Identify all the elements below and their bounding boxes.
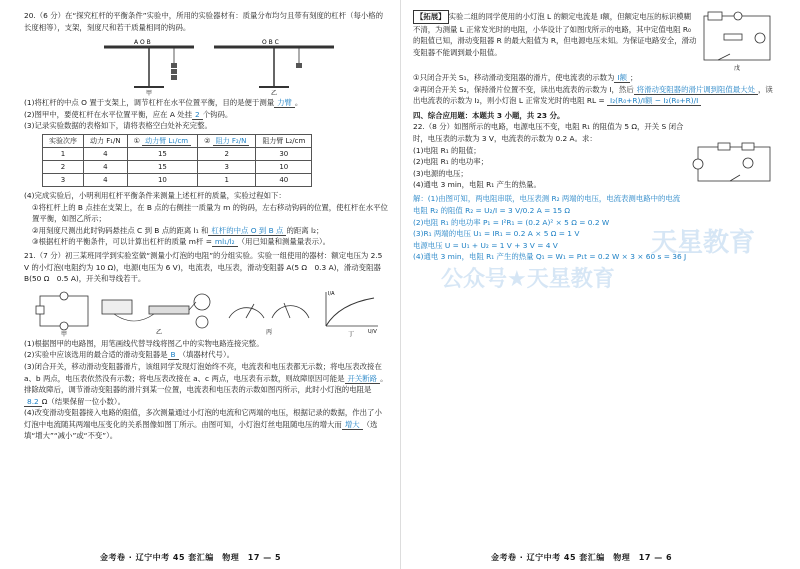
solution-line: 电源电压 U = U₁ + U₂ = 1 V + 3 V = 4 V <box>413 240 558 250</box>
svg-text:丁: 丁 <box>348 330 355 338</box>
solution-line: 解：(1)由图可知，两电阻串联，电压表测 R₂ 两端的电压，电流表测电路中的电流 <box>413 194 681 204</box>
watermark-logo: 天星教育 <box>651 228 756 258</box>
circuit-diagram-q22 <box>690 139 776 191</box>
svg-text:戊: 戊 <box>734 65 741 72</box>
extension-block <box>413 10 776 72</box>
q20-part1: (1)将杠杆的中点 O 置于支架上，调节杠杆在水平位置平衡，目的是便于测量 力臂 。 <box>24 98 303 108</box>
q22-item: (4)通电 3 min，电阻 R₁ 产生的热量。 <box>413 180 541 190</box>
table-row: 2 4 15 3 10 <box>43 160 312 173</box>
q20-part2: (2)图甲中，要使杠杆在水平位置平衡，应在 A 处挂 2 个钩码。 <box>24 109 233 119</box>
q20-part4-step3: ③根据杠杆的平衡条件，可以计算出杠杆的质量 m杆 = ml₁/l₂ （用已知量和测量量表示）。 <box>32 237 331 247</box>
q20-stem: 20.（6 分）在“探究杠杆的平衡条件”实验中，所用的实验器材有：质量分布均匀且带有刻度的杠杆（每小格的长度相等），支架，刻度尺和若干质量相同的钩码。 <box>24 11 384 32</box>
q20-part4-step1: ①将杠杆上的 B 点挂在支架上，在 B 点的右侧挂一质量为 m 的钩码，左右移动钩码的位置，使杠杆在水平位置平衡，如图乙所示； <box>32 202 388 224</box>
q22-stem: 22.（8 分）如图所示的电路，电源电压不变，电阻 R₁ 的阻值为 5 Ω，开关 S 闭合时，电压表的示数为 3 V，电流表的示数为 0.2 A。求： <box>413 122 684 143</box>
svg-text:甲: 甲 <box>61 330 68 338</box>
svg-text:I/A: I/A <box>328 290 335 297</box>
iu-graph-ding <box>314 288 384 338</box>
q22-solution <box>413 193 776 263</box>
extension-tag: 【拓展】 <box>413 10 449 24</box>
section-four-heading: 四、综合应用题：本题共 3 小题，共 23 分。 <box>413 110 565 120</box>
fig-a-label: 甲 <box>146 90 153 98</box>
q22-item: (1)电阻 R₁ 的阻值； <box>413 145 481 155</box>
solution-line: (4)通电 3 min，电阻 R₁ 产生的热量 Q₁ = W₁ = P₁t = 0.2 W × 3 × 60 s = 36 J <box>413 252 687 262</box>
experiment-table: 实验次序 动力 F₁/N ① 动力臂 L₁/cm ② 阻力 F₂/N 阻力臂 L₂/cm 1 4 15 2 30 2 4 15 3 10 3 4 10 1 40 <box>42 134 312 187</box>
lever-figure-a <box>94 37 204 97</box>
q22-item: (2)电阻 R₁ 的电功率； <box>413 157 489 167</box>
circuit-diagram-jia <box>34 288 94 338</box>
extension-text: 实验二组的同学使用的小灯泡 L 的额定电流是 I额，但额定电压的标识模糊不清，为测量 L 正常发光时的电阻，小华设计了如图戊所示的电路，其中定值电阻 R₀ 的阻值已知，滑动变阻器 R 的最大阻值为 R，但电源电压未知。为保证电路安全，滑动变阻器不能调到最小阻值。 <box>413 12 697 57</box>
q20-part4: (4)完成实验后，小明利用杠杆平衡条件来测量上述杠杆的质量，实验过程如下： <box>24 190 286 200</box>
q21-stem: 21.（7 分）初三某班同学到实验室做“测量小灯泡的电阻”的分组实验。实验一组使用的器材：额定电压为 2.5 V 的小灯泡(电阻约为 10 Ω)，电源(电压为 6 V)，电流表，电压表，滑动变阻器 A(5 Ω 0.3 A)，滑动变阻器 B(50 Ω 0.5 A)，开关和导线若干。 <box>24 250 383 284</box>
left-footer: 金考卷 · 辽宁中考 45 套汇编 物理 17 — 5 <box>100 553 282 562</box>
lever-figure-b <box>204 37 344 97</box>
q20-part3: (3)记录实验数据的表格如下，请将表格空白处补充完整。 <box>24 121 212 131</box>
svg-text:乙: 乙 <box>156 328 163 336</box>
right-page <box>400 0 800 569</box>
q20-part4-step2: ②用刻度尺测出此时钩码悬挂点 C 到 B 点的距离 l₁ 和 杠杆的中点 O 到 B 点 的距离 l₂； <box>32 225 324 235</box>
fig-a-letters: A O B <box>134 39 151 47</box>
svg-text:U/V: U/V <box>368 328 377 335</box>
circuit-diagram-yi <box>94 288 224 338</box>
extension-step2: ②再闭合开关 S₂，保持滑片位置不变，读出电流表的示数为 I，然后 将滑动变阻器的滑片调到阻值最大处 ，读出电流表的示数为 I₂，则小灯泡 L 正常发光时的电阻 RL = I₂(R₀+R)/I额 − I₂(R₀+R)/I <box>413 84 773 106</box>
solution-line: 电阻 R₂ 的阻值 R₂ = U₂/I = 3 V/0.2 A = 15 Ω <box>413 205 571 215</box>
table-row: 3 4 10 1 40 <box>43 173 312 186</box>
fig-b-label: 乙 <box>271 90 278 98</box>
q21-part4: (4)改变滑动变阻器接入电路的阻值，多次测量通过小灯泡的电流和它两端的电压，根据记录的数据，作出了小灯泡中电流随其两端电压变化的关系图像如图丁所示。由图可知，小灯泡灯丝电阻随电压的增大而 增大 （选填“增大”“减小”或“不变”）。 <box>24 408 382 441</box>
extension-step1: ①只闭合开关 S₁，移动滑动变阻器的滑片，使电流表的示数为 I额 ； <box>413 73 638 82</box>
q22-item: (3)电源的电压； <box>413 168 468 178</box>
q20-figures <box>94 35 388 97</box>
fig-b-letters: O B C <box>262 39 279 47</box>
q21-part1: (1)根据图甲的电路图，用笔画线代替导线将图乙中的实物电路连接完整。 <box>24 338 264 348</box>
solution-line: (2)电阻 R₁ 的电功率 P₁ = I²R₁ = (0.2 A)² × 5 Ω = 0.2 W <box>413 217 610 227</box>
circuit-diagram-wu <box>698 10 776 72</box>
solution-line: (3)R₁ 两端的电压 U₁ = IR₁ = 0.2 A × 5 Ω = 1 V <box>413 229 580 239</box>
q21-part2: (2)实验中应该选用的最合适的滑动变阻器是 B （填器材代号）。 <box>24 350 235 360</box>
q21-figures <box>34 286 388 338</box>
right-footer: 金考卷 · 辽宁中考 45 套汇编 物理 17 — 6 <box>491 553 673 562</box>
table-row: 1 4 15 2 30 <box>43 147 312 160</box>
meters-diagram-bing <box>224 288 314 338</box>
q21-part3: (3)闭合开关，移动滑动变阻器滑片，该组同学发现灯泡始终不亮，电流表和电压表都无示数；将电压表改接在 a、b 两点，电压表依然没有示数；将电压表改接在 a、c 两点，电压表有示数，则故障原因可能是 开关断路 。排除故障后，调节滑动变阻器的滑片到某一位置，电流表和电压表的示数如图丙所示，此时小灯泡的电阻是8.2 Ω（结果保留一位小数）。 <box>24 361 388 406</box>
svg-text:丙: 丙 <box>266 328 273 336</box>
watermark: 公众号★天星教育 <box>441 267 615 292</box>
